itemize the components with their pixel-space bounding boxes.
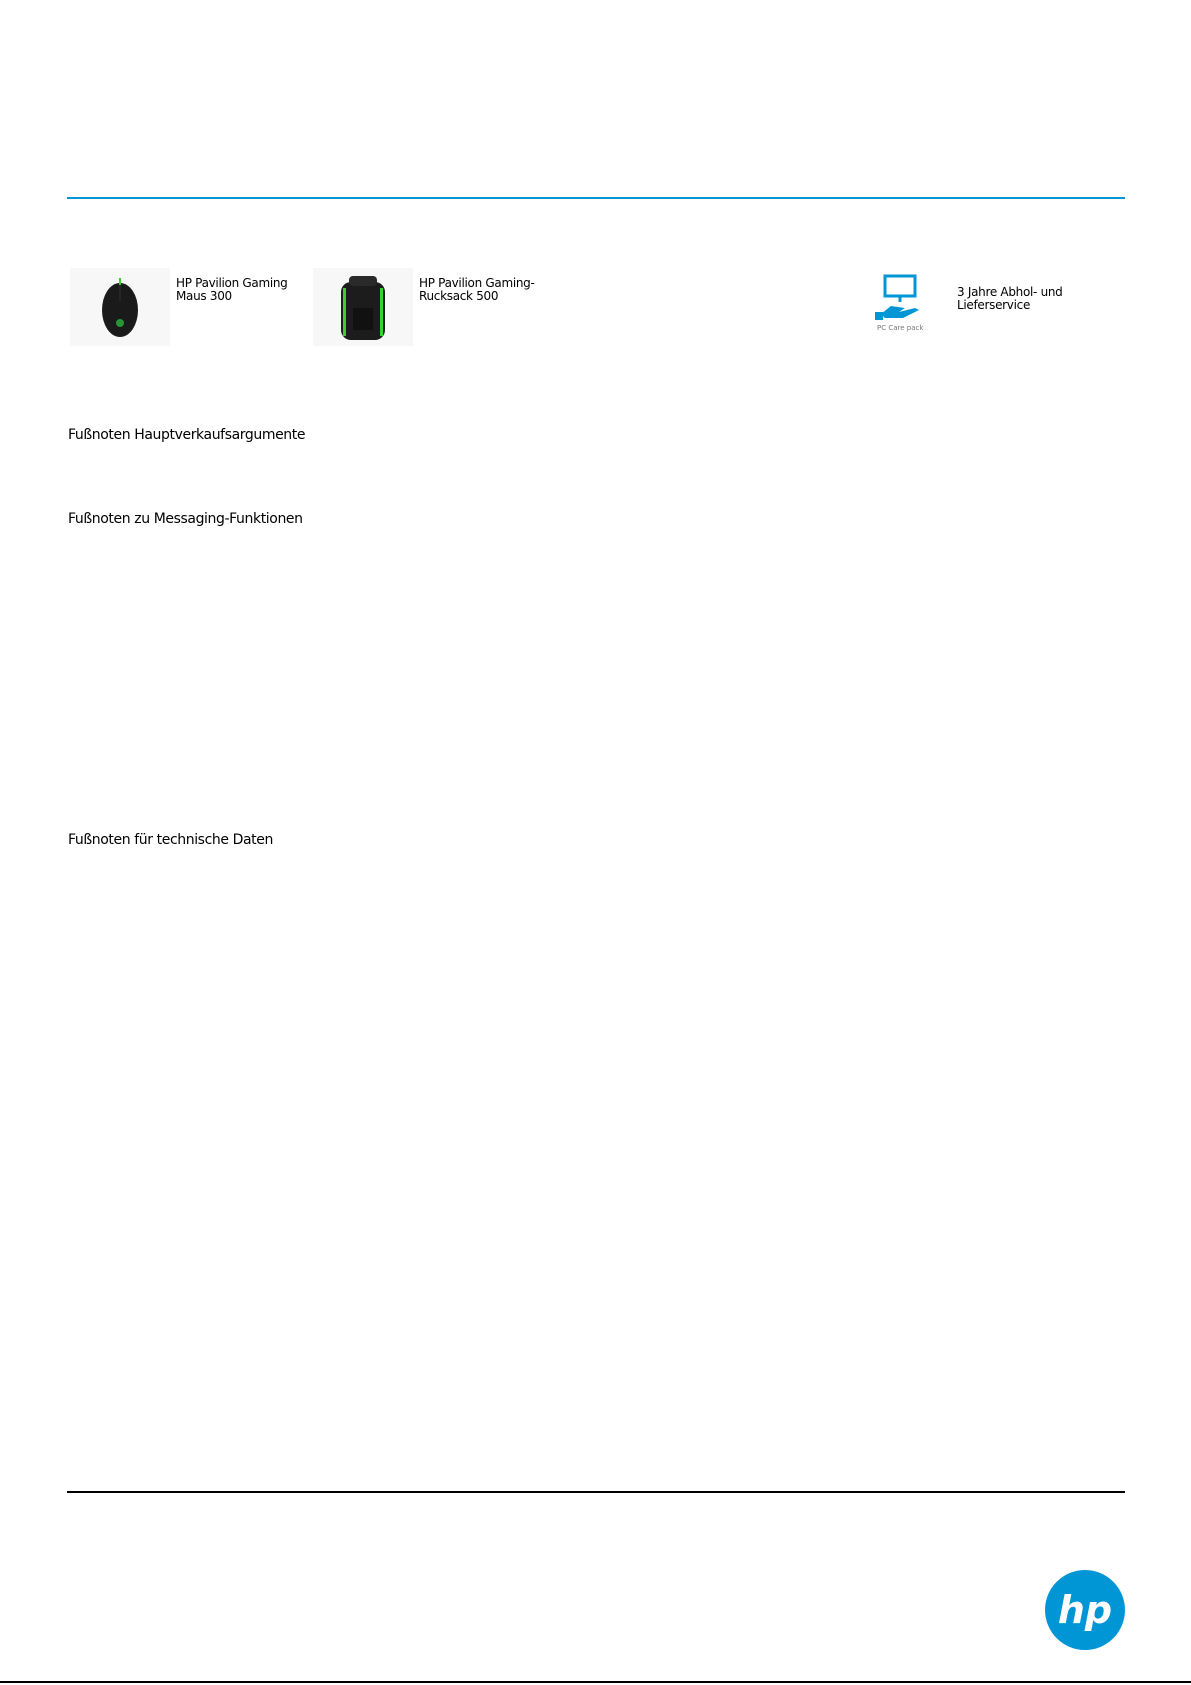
heading-footnotes-key-selling-points: Fußnoten Hauptverkaufsargumente xyxy=(68,427,306,443)
heading-footnotes-specs: Fußnoten für technische Daten xyxy=(68,832,273,848)
heading-footnotes-messaging: Fußnoten zu Messaging-Funktionen xyxy=(68,511,303,527)
gaming-mouse-icon xyxy=(70,268,170,346)
top-accent-rule xyxy=(67,197,1125,199)
product-label-mouse: HP Pavilion Gaming Maus 300 xyxy=(176,276,288,303)
hp-logo-text: hp xyxy=(1057,1588,1113,1632)
bottom-rule xyxy=(67,1491,1125,1493)
gaming-backpack-icon xyxy=(313,268,413,346)
gaming-mouse-thumbnail xyxy=(70,268,170,346)
hp-logo-icon xyxy=(1045,1570,1125,1650)
gaming-backpack-thumbnail xyxy=(313,268,413,346)
hp-logo xyxy=(1045,1570,1125,1650)
care-pack-thumbnail xyxy=(865,268,965,346)
care-pack-caption: PC Care pack xyxy=(877,324,924,332)
product-label-backpack: HP Pavilion Gaming-Rucksack 500 xyxy=(419,276,535,303)
product-label-care-pack: 3 Jahre Abhol- und Lieferservice xyxy=(957,285,1063,312)
bottom-edge-strip xyxy=(0,1681,1191,1685)
